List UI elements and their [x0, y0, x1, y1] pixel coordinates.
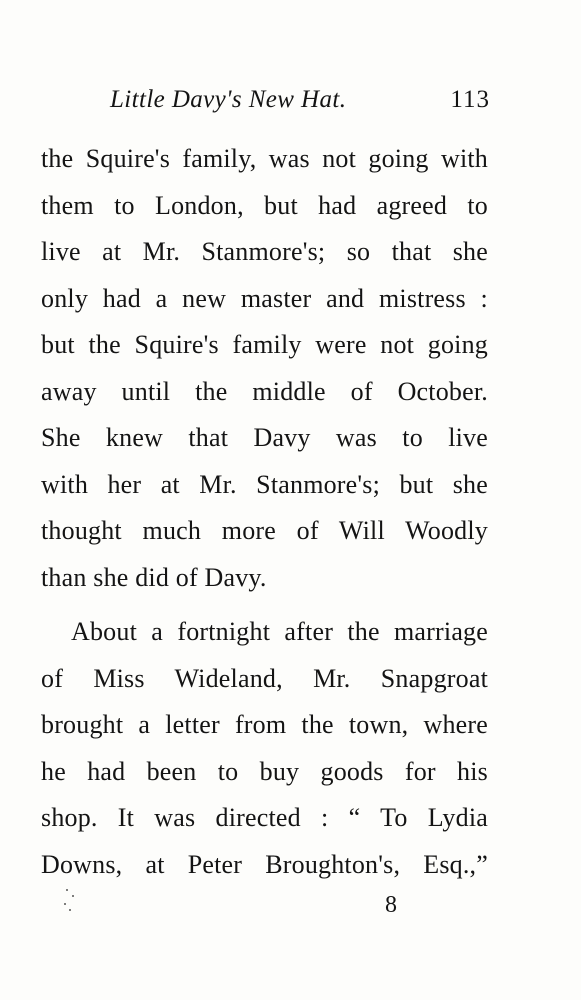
- paper-specks: [60, 885, 84, 915]
- text-line: of Miss Wideland, Mr. Snapgroat: [41, 663, 488, 693]
- text-line: Downs, at Peter Broughton's, Esq.,”: [41, 849, 488, 879]
- signature-mark: 8: [385, 892, 397, 918]
- paragraph-2: [41, 609, 488, 888]
- text-line: shop. It was directed : “ To Lydia: [41, 803, 488, 832]
- text-line: About a fortnight after the marriage: [71, 617, 488, 646]
- text-line: the Squire's family, was not going with: [41, 144, 488, 173]
- running-title: Little Davy's New Hat.: [110, 86, 347, 113]
- text-line: brought a letter from the town, where: [41, 710, 488, 739]
- paragraph-1: [41, 136, 488, 601]
- text-line: She knew that Davy was to live: [41, 423, 488, 452]
- body-text: [41, 136, 488, 888]
- text-line: thought much more of Will Woodly: [41, 516, 488, 545]
- text-line: live at Mr. Stanmore's; so that she: [41, 237, 488, 266]
- text-line: away until the middle of October.: [41, 376, 488, 406]
- text-line: than she did of Davy.: [41, 562, 267, 592]
- page-number: 113: [450, 86, 490, 113]
- text-line: with her at Mr. Stanmore's; but she: [41, 469, 488, 499]
- text-line: only had a new master and mistress :: [41, 283, 488, 313]
- text-line: them to London, but had agreed to: [41, 190, 488, 220]
- running-header: [110, 86, 490, 126]
- text-line: but the Squire's family were not going: [41, 330, 488, 359]
- text-line: he had been to buy goods for his: [41, 756, 488, 786]
- paragraph-gap: [41, 601, 488, 609]
